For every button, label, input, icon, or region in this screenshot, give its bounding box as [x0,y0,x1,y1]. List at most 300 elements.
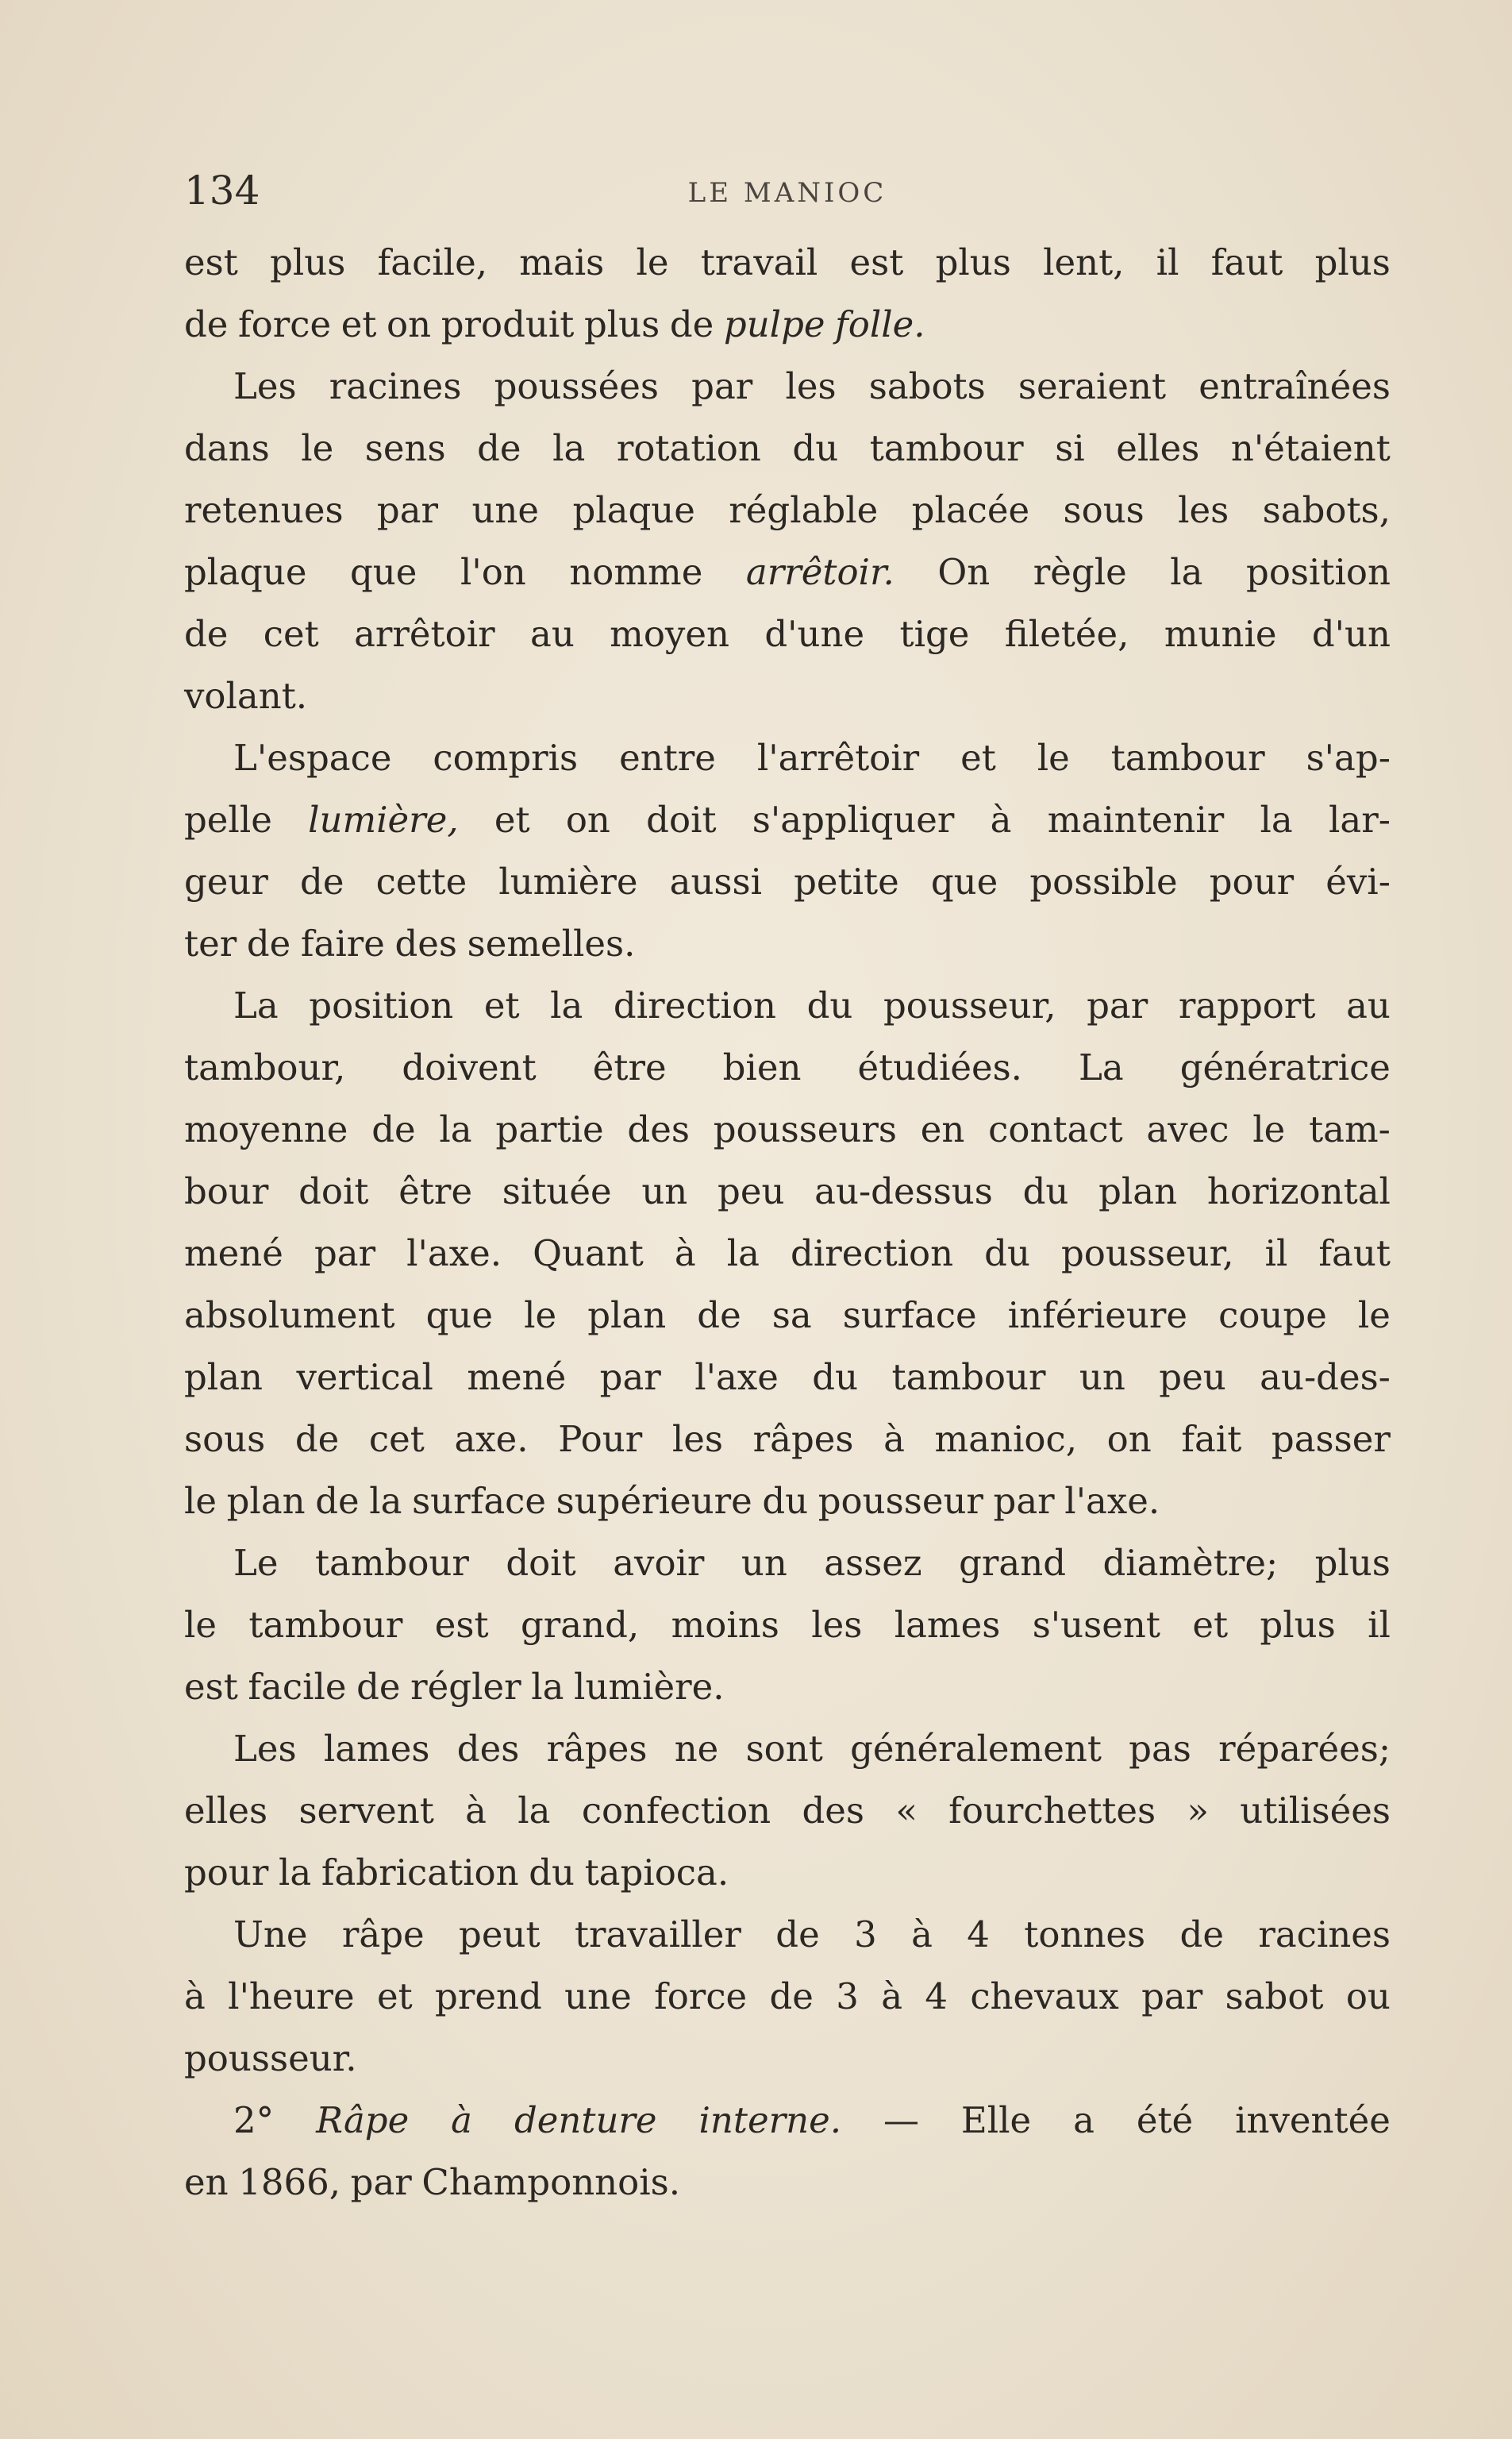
word: l'on [460,551,526,593]
word: la [1170,551,1203,593]
text-line [184,2152,1391,2214]
page-header [184,163,1391,218]
word: Le [233,1542,279,1584]
text-line [184,1656,1391,1718]
word: placée [911,489,1030,531]
text-line [184,1594,1391,1656]
text-line [184,356,1391,418]
word: tambour [314,1542,469,1584]
word: l'axe. [406,1232,502,1274]
word: plus [1314,1542,1391,1584]
word: ne [674,1728,719,1770]
word: ter [184,923,237,965]
word: cet [263,613,319,655]
word: lumière, [308,799,459,841]
word: Râpe [316,2099,410,2141]
text-line [184,1408,1391,1470]
word: il [1264,1232,1288,1274]
word: le [184,1604,217,1646]
word: tambour [248,1604,403,1646]
word: que [930,861,998,903]
word: et [494,799,530,841]
word: l'axe. [1064,1480,1160,1522]
word: direction [613,984,777,1027]
text-line [184,913,1391,975]
word: l'axe [694,1356,779,1398]
word: produit [441,303,575,345]
word: au [530,613,575,655]
word: rotation [616,427,761,469]
word: partie [495,1108,604,1150]
word: tambour, [184,1046,346,1088]
word: lames [323,1728,430,1770]
word: mené [184,1232,283,1274]
word: le [636,241,669,283]
word: le [184,1480,217,1522]
word: 3 [854,1913,877,1955]
word: à [881,1975,903,2017]
word: de [477,427,521,469]
word: en [184,2161,229,2203]
word: que [425,1294,494,1336]
word: mené [467,1356,567,1398]
word: un [641,1170,688,1212]
word: retenues [184,489,344,531]
word: le [1357,1294,1391,1336]
word: surface [842,1294,977,1336]
word: maintenir [1047,799,1225,841]
word: de [769,1975,814,2017]
word: régler [410,1666,521,1708]
word: filetée, [1004,613,1129,655]
word: râpes [752,1418,854,1460]
word: s'appliquer [752,799,955,841]
word: plus [1314,241,1391,283]
word: bour [184,1170,269,1212]
word: est [184,1666,238,1708]
word: s'ap- [1306,737,1391,779]
word: sous [1063,489,1145,531]
word: par [1141,1975,1203,2017]
word: plus [935,241,1011,283]
word: au-des- [1260,1356,1391,1398]
word: sabot [1225,1975,1324,2017]
word: on [387,303,432,345]
word: s'usent [1032,1604,1160,1646]
word: à [184,1975,206,2017]
text-line [184,232,1391,294]
word: les [785,365,837,407]
word: position [309,984,454,1027]
word: avoir [613,1542,705,1584]
word: et [1192,1604,1229,1646]
word: aussi [669,861,762,903]
word: de [669,303,714,345]
word: râpe [341,1913,425,1955]
word: la [279,1851,312,1894]
word: au [1346,984,1391,1027]
word: règle [1033,551,1127,593]
word: poussées [494,365,659,407]
word: facile [248,1666,347,1708]
word: que [349,551,417,593]
word: 1866, [238,2161,341,2203]
word: lent, [1043,241,1125,283]
word: elles [184,1790,268,1832]
word: plus [1260,1604,1336,1646]
text-line [184,1037,1391,1099]
word: manioc, [934,1418,1078,1460]
word: plaque [184,551,307,593]
word: assez [824,1542,922,1584]
word: servent [298,1790,434,1832]
word: racines [329,365,462,407]
word: par [599,1356,661,1398]
text-line [184,2028,1391,2090]
word: une [564,1975,632,2017]
word: l'heure [228,1975,355,2017]
word: position [1246,551,1391,593]
word: tambour [891,1356,1046,1398]
word: de [246,923,291,965]
word: entraînées [1198,365,1391,407]
word: cette [375,861,467,903]
word: un [741,1542,787,1584]
word: pour [1209,861,1295,903]
word: réglable [729,489,879,531]
running-head: LE MANIOC [687,177,887,209]
text-line [184,541,1391,603]
word: de [356,1666,401,1708]
word: surface [412,1480,546,1522]
word: peu [1159,1356,1226,1398]
word: sabots [868,365,986,407]
text-line [184,1285,1391,1347]
word: en [920,1108,965,1150]
text-line [184,294,1391,356]
word: réparées; [1218,1728,1391,1770]
word: dans [184,427,270,469]
word: supérieure [556,1480,752,1522]
word: des [394,923,458,965]
word: Une [233,1913,308,1955]
word: folle. [835,303,925,345]
text-line [184,2090,1391,2152]
word: pousseur, [883,984,1056,1027]
word: un [1079,1356,1125,1398]
word: à [451,2099,473,2141]
word: de [1179,1913,1224,1955]
text-line [184,480,1391,541]
word: fourchettes [948,1790,1156,1832]
word: du [984,1232,1030,1274]
word: prend [435,1975,542,2017]
word: la [439,1108,472,1150]
word: a [1073,2099,1095,2141]
word: plan [226,1480,306,1522]
word: semelles. [467,923,636,965]
word: doit [506,1542,576,1584]
word: entre [619,737,716,779]
word: du [812,1356,859,1398]
word: Champonnois. [421,2161,681,2203]
text-line [184,1780,1391,1842]
word: située [502,1170,612,1212]
text-line [184,1223,1391,1285]
word: inférieure [1007,1294,1188,1336]
word: pousseur, [1060,1232,1234,1274]
word: évi- [1325,861,1391,903]
word: pousseur [818,1480,983,1522]
word: elles [1116,427,1200,469]
word: interne. [698,2099,842,2141]
word: de [184,303,229,345]
word: on [1106,1418,1152,1460]
word: confection [581,1790,771,1832]
word: pour [184,1851,269,1894]
word: coupe [1218,1294,1327,1336]
word: facile, [377,241,487,283]
word: à [990,799,1012,841]
word: chevaux [970,1975,1119,2017]
word: la [369,1480,402,1522]
word: de [371,1108,416,1150]
word: et [483,984,520,1027]
word: faut [1318,1232,1391,1274]
word: horizontal [1206,1170,1391,1212]
word: — [883,2099,919,2141]
word: génératrice [1179,1046,1391,1088]
word: de [697,1294,741,1336]
word: et [960,737,996,779]
word: n'étaient [1230,427,1391,469]
word: moins [671,1604,779,1646]
word: à [674,1232,696,1274]
word: à [465,1790,487,1832]
word: Les [233,365,297,407]
word: d'un [1311,613,1391,655]
word: de [775,1913,820,1955]
word: pulpe [723,303,825,345]
word: le [301,427,334,469]
word: On [937,551,991,593]
word: » [1187,1790,1209,1832]
word: lar- [1328,799,1391,841]
text-line [184,1842,1391,1904]
word: du [806,984,853,1027]
word: plan [1098,1170,1178,1212]
page-number: 134 [184,168,260,214]
word: tam- [1309,1108,1391,1150]
word: sa [771,1294,812,1336]
text-line [184,851,1391,913]
word: plan [587,1294,667,1336]
text-line [184,665,1391,727]
word: fabrication [321,1851,519,1894]
word: petite [794,861,899,903]
word: nomme [569,551,703,593]
word: faire [300,923,385,965]
word: seraient [1018,365,1167,407]
word: racines [1258,1913,1391,1955]
word: vertical [296,1356,433,1398]
word: diamètre; [1102,1542,1279,1584]
word: contact [988,1108,1123,1150]
word: généralement [850,1728,1102,1770]
word: du [529,1851,575,1894]
word: de [184,613,229,655]
word: arrêtoir. [745,551,895,593]
word: le [1037,737,1070,779]
word: 4 [925,1975,948,2017]
word: Elle [960,2099,1032,2141]
word: des [627,1108,690,1150]
word: doit [298,1170,369,1212]
word: étudiées. [857,1046,1022,1088]
word: et [377,1975,413,2017]
word: des [802,1790,864,1832]
word: peu [718,1170,785,1212]
word: par [314,1232,376,1274]
text-line [184,1718,1391,1780]
word: moyenne [184,1108,348,1150]
word: L'espace [233,737,392,779]
word: de [300,861,344,903]
word: être [398,1170,473,1212]
word: la [517,1790,551,1832]
word: faut [1210,241,1283,283]
word: les [1178,489,1229,531]
word: est [434,1604,489,1646]
word: bien [722,1046,802,1088]
text-line [184,975,1391,1037]
word: « [895,1790,918,1832]
word: rapport [1178,984,1316,1027]
word: lumière. [574,1666,725,1708]
word: est [849,241,904,283]
text-line [184,1161,1391,1223]
text-line [184,1532,1391,1594]
word: fait [1181,1418,1242,1460]
word: grand, [520,1604,640,1646]
word: sabots, [1262,489,1391,531]
text-line [184,1347,1391,1408]
word: 4 [967,1913,990,1955]
word: des [456,1728,520,1770]
body-text [184,232,1391,2214]
word: travail [700,241,818,283]
word: peut [459,1913,541,1955]
word: par [1087,984,1148,1027]
word: denture [514,2099,657,2141]
word: une [471,489,540,531]
word: le [524,1294,557,1336]
word: est [184,241,238,283]
word: cet [368,1418,425,1460]
word: râpes [546,1728,648,1770]
word: moyen [610,613,729,655]
word: de [294,1418,340,1460]
word: pas [1129,1728,1191,1770]
text-line [184,418,1391,480]
word: et [340,303,377,345]
word: au-dessus [814,1170,993,1212]
text-line [184,1966,1391,2028]
word: sous [184,1418,266,1460]
word: La [1079,1046,1124,1088]
word: été [1136,2099,1194,2141]
word: par [993,1480,1055,1522]
word: travailler [574,1913,741,1955]
word: lumière [498,861,638,903]
word: compris [433,737,579,779]
word: lames [894,1604,1001,1646]
text-line [184,727,1391,789]
word: sens [364,427,446,469]
word: Quant [533,1232,644,1274]
word: Pour [558,1418,643,1460]
word: tapioca. [584,1851,729,1894]
word: 3 [836,1975,859,2017]
word: utilisées [1240,1790,1391,1832]
word: la [531,1666,564,1708]
word: axe. [454,1418,529,1460]
word: tambour [1110,737,1265,779]
word: force [654,1975,748,2017]
word: absolument [184,1294,395,1336]
word: il [1368,1604,1391,1646]
word: plus [583,303,660,345]
word: pelle [184,799,272,841]
word: grand [959,1542,1067,1584]
word: la [726,1232,760,1274]
word: inventée [1235,2099,1391,2141]
word: du [1022,1170,1069,1212]
word: geur [184,861,268,903]
word: passer [1271,1418,1391,1460]
word: être [592,1046,667,1088]
word: tige [899,613,970,655]
word: tambour [869,427,1024,469]
word: plaque [572,489,695,531]
word: force [238,303,332,345]
word: mais [519,241,605,283]
word: doit [646,799,717,841]
word: par [350,2161,412,2203]
text-line [184,603,1391,665]
word: la [552,427,586,469]
word: pousseur. [184,2037,357,2079]
text-line [184,1904,1391,1966]
word: on [565,799,610,841]
word: 2° [233,2099,275,2141]
word: possible [1029,861,1178,903]
word: de [315,1480,360,1522]
word: direction [791,1232,954,1274]
word: la [550,984,583,1027]
word: les [811,1604,863,1646]
text-line [184,1099,1391,1161]
word: volant. [184,675,308,717]
word: plus [270,241,346,283]
word: il [1156,241,1179,283]
word: munie [1164,613,1277,655]
word: du [762,1480,809,1522]
word: pousseurs [713,1108,898,1150]
word: à [911,1913,933,1955]
word: du [792,427,839,469]
word: par [376,489,439,531]
